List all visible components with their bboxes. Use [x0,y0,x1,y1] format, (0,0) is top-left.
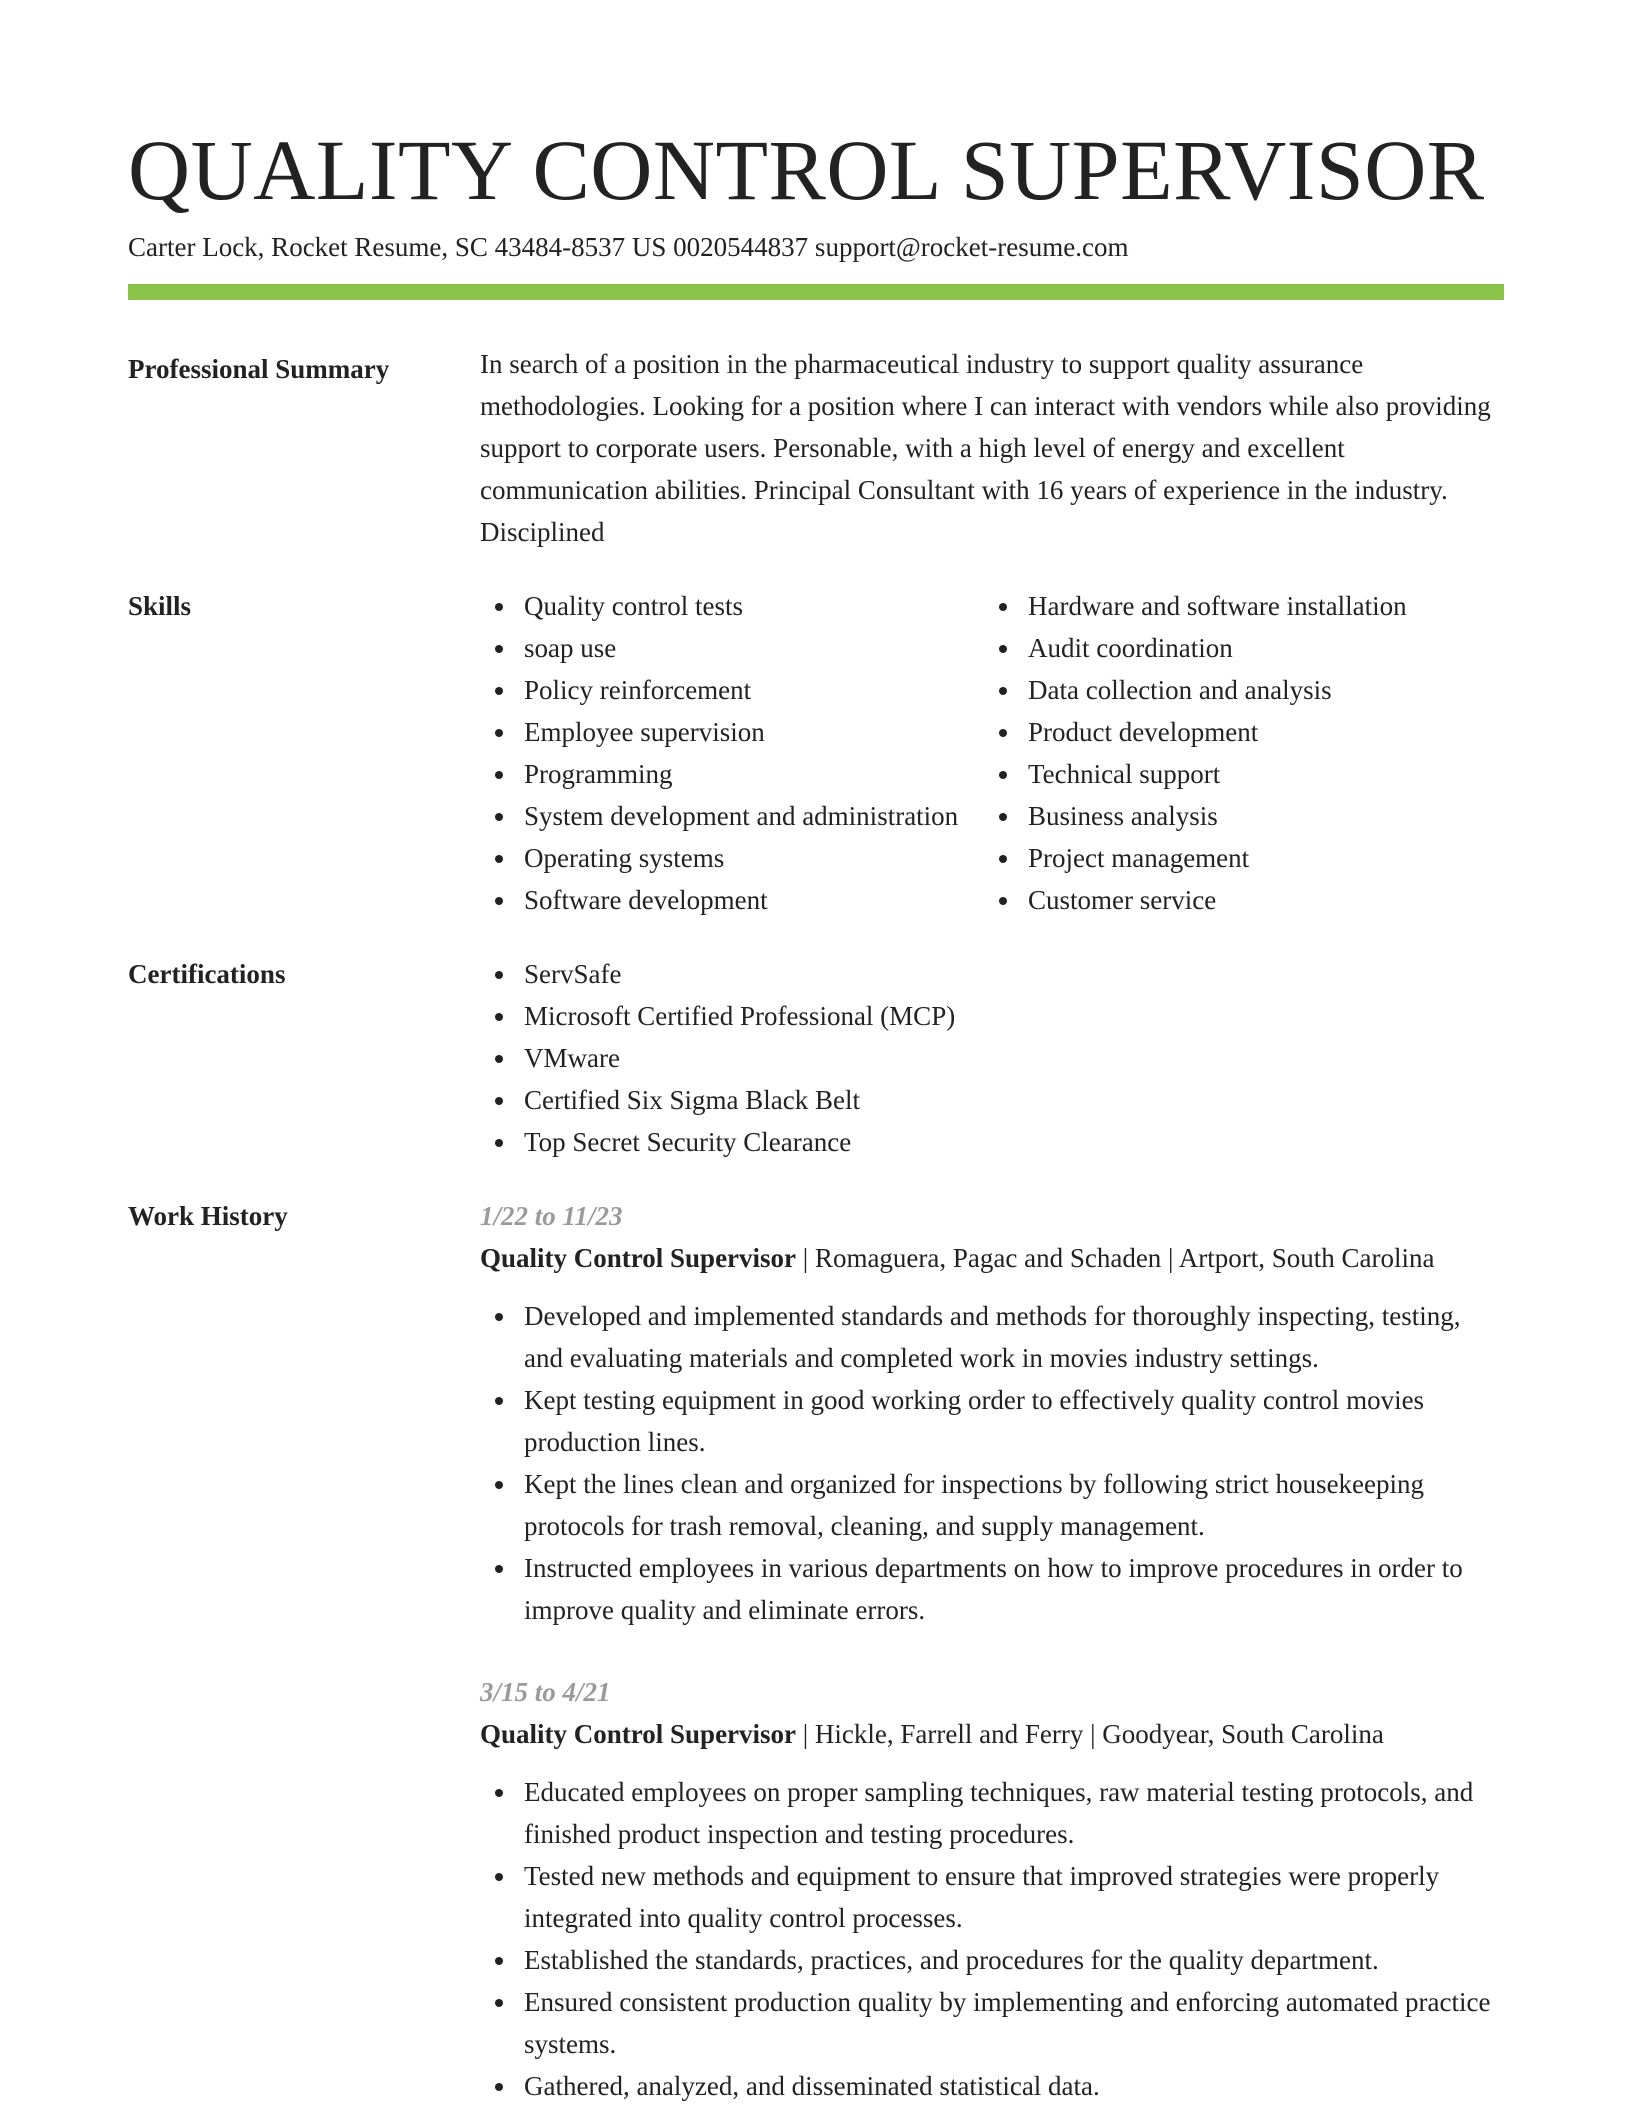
list-item: Programming [480,753,984,795]
section-label-summary: Professional Summary [128,354,390,384]
section-summary [128,348,1504,553]
list-item: Project management [984,837,1504,879]
job-bullets [480,1771,1504,2107]
section-certifications [128,953,1504,1163]
skills-list-left [480,585,984,921]
list-item: Kept the lines clean and organized for inspections by following strict housekeeping protocols for trash removal, cleaning, and supply management. [480,1463,1504,1547]
job-header [480,1237,1504,1279]
list-item: Hardware and software installation [984,585,1504,627]
job-dates: 3/15 to 4/21 [480,1677,611,1707]
section-work-history [128,1195,1504,2107]
job-details: | Romaguera, Pagac and Schaden | Artport, South Carolina [796,1243,1435,1273]
list-item: Gathered, analyzed, and disseminated statistical data. [480,2065,1504,2107]
list-item: Established the standards, practices, and procedures for the quality department. [480,1939,1504,1981]
list-item: System development and administration [480,795,984,837]
list-item: Educated employees on proper sampling techniques, raw material testing protocols, and finished product inspection and testing procedures. [480,1771,1504,1855]
section-label-certifications: Certifications [128,959,286,989]
job-dates: 1/22 to 11/23 [480,1201,623,1231]
job-entry [480,1671,1504,2107]
list-item: Ensured consistent production quality by implementing and enforcing automated practice systems. [480,1981,1504,2065]
resume-title: QUALITY CONTROL SUPERVISOR [128,122,1485,218]
list-item: Data collection and analysis [984,669,1504,711]
list-item: Quality control tests [480,585,984,627]
job-entry [480,1195,1504,1631]
list-item: Instructed employees in various departments on how to improve procedures in order to improve quality and eliminate errors. [480,1547,1504,1631]
list-item: Top Secret Security Clearance [480,1121,1504,1163]
section-skills [128,585,1504,921]
section-label-skills: Skills [128,591,192,621]
skills-list-right [984,585,1504,921]
job-title: Quality Control Supervisor [480,1243,797,1273]
list-item: Technical support [984,753,1504,795]
list-item: Employee supervision [480,711,984,753]
list-item: ServSafe [480,953,1504,995]
list-item: Kept testing equipment in good working order to effectively quality control movies production lines. [480,1379,1504,1463]
summary-text: In search of a position in the pharmaceutical industry to support quality assurance methodologies. Looking for a position where I can interact with vendors while also providing support to corporate users. Personable, with a high level of energy and excellent communication abilities. Principal Consultant with 16 years of experience in the industry. Disciplined [480,349,1491,547]
list-item: Policy reinforcement [480,669,984,711]
job-title: Quality Control Supervisor [480,1719,797,1749]
resume-page [128,120,1504,2107]
list-item: Customer service [984,879,1504,921]
list-item: Product development [984,711,1504,753]
section-label-work-history: Work History [128,1201,288,1231]
accent-divider [128,284,1504,300]
certifications-list [480,953,1504,1163]
job-header [480,1713,1504,1755]
list-item: VMware [480,1037,1504,1079]
list-item: Developed and implemented standards and methods for thoroughly inspecting, testing, and evaluating materials and completed work in movies industry settings. [480,1295,1504,1379]
list-item: Microsoft Certified Professional (MCP) [480,995,1504,1037]
list-item: Business analysis [984,795,1504,837]
list-item: Audit coordination [984,627,1504,669]
list-item: Tested new methods and equipment to ensure that improved strategies were properly integrated into quality control processes. [480,1855,1504,1939]
job-details: | Hickle, Farrell and Ferry | Goodyear, South Carolina [796,1719,1384,1749]
list-item: Software development [480,879,984,921]
list-item: soap use [480,627,984,669]
list-item: Operating systems [480,837,984,879]
contact-line: Carter Lock, Rocket Resume, SC 43484-8537 US 0020544837 support@rocket-resume.com [128,232,1129,262]
job-bullets [480,1295,1504,1631]
list-item: Certified Six Sigma Black Belt [480,1079,1504,1121]
